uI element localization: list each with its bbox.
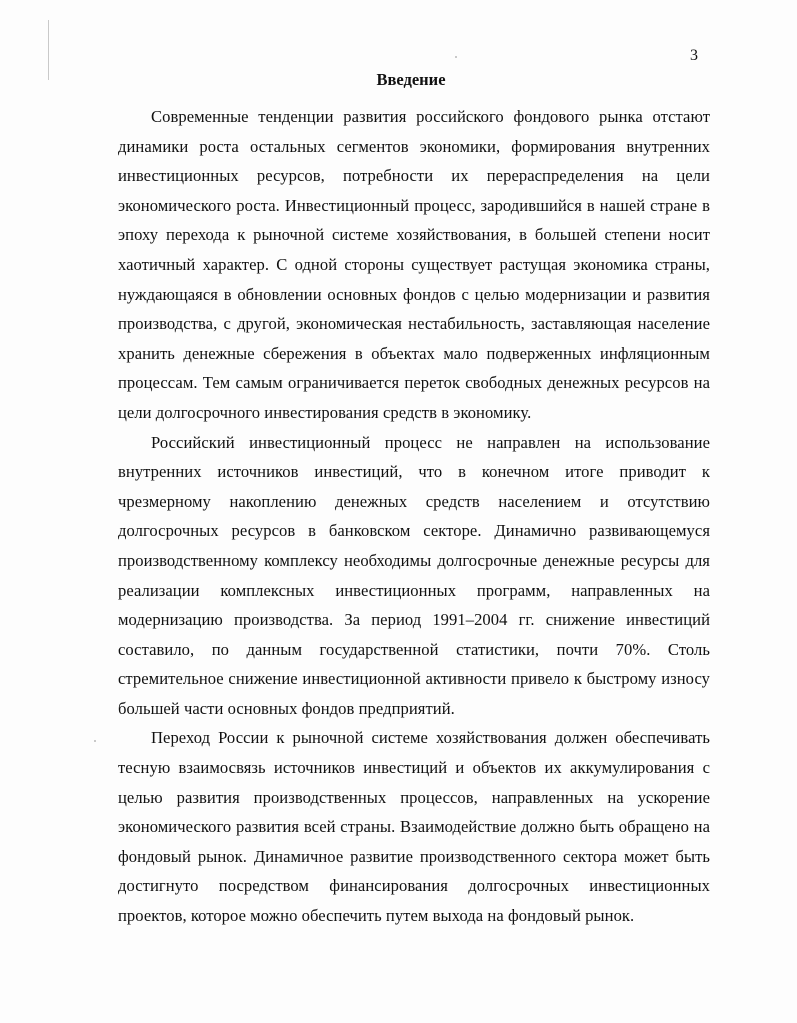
scan-artifact-dot	[455, 56, 457, 58]
document-body	[118, 102, 710, 931]
paragraph: Российский инвестиционный процесс не направлен на использование внутренних источников инвестиций, что в конечном итоге приводит к чрезмерному накоплению денежных средств населением и отсутствию долгосрочных ресурсов в банковском секторе. Динамично развивающемуся производственному комплексу необходимы долгосрочные денежные ресурсы для реализации комплексных инвестиционных программ, направленных на модернизацию производства. За период 1991–2004 гг. снижение инвестиций составило, по данным государственной статистики, почти 70%. Столь стремительное снижение инвестиционной активности привело к быстрому износу большей части основных фондов предприятий.	[118, 432, 710, 718]
page-title: Введение	[376, 70, 446, 89]
page-number: 3	[690, 47, 698, 64]
paragraph: Современные тенденции развития российского фондового рынка отстают динамики роста остальных сегментов экономики, формирования внутренних инвестиционных ресурсов, потребности их перераспределения на цели экономического роста. Инвестиционный процесс, зародившийся в нашей стране в эпоху перехода к рыночной системе хозяйствования, в большей степени носит хаотичный характер. С одной стороны существует растущая экономика страны, нуждающаяся в обновлении основных фондов с целью модернизации и развития производства, с другой, экономическая нестабильность, заставляющая население хранить денежные сбережения в объектах мало подверженных инфляционным процессам. Тем самым ограничивается переток свободных денежных ресурсов на цели долгосрочного инвестирования средств в экономику.	[118, 107, 710, 422]
paragraph: Переход России к рыночной системе хозяйствования должен обеспечивать тесную взаимосвязь источников инвестиций и объектов их аккумулирования с целью развития производственных процессов, направленных на ускорение экономического развития всей страны. Взаимодействие должно быть обращено на фондовый рынок. Динамичное развитие производственного сектора может быть достигнуто посредством финансирования долгосрочных инвестиционных проектов, которое можно обеспечить путем выхода на фондовый рынок.	[118, 728, 710, 926]
scan-artifact-dot	[94, 740, 96, 742]
